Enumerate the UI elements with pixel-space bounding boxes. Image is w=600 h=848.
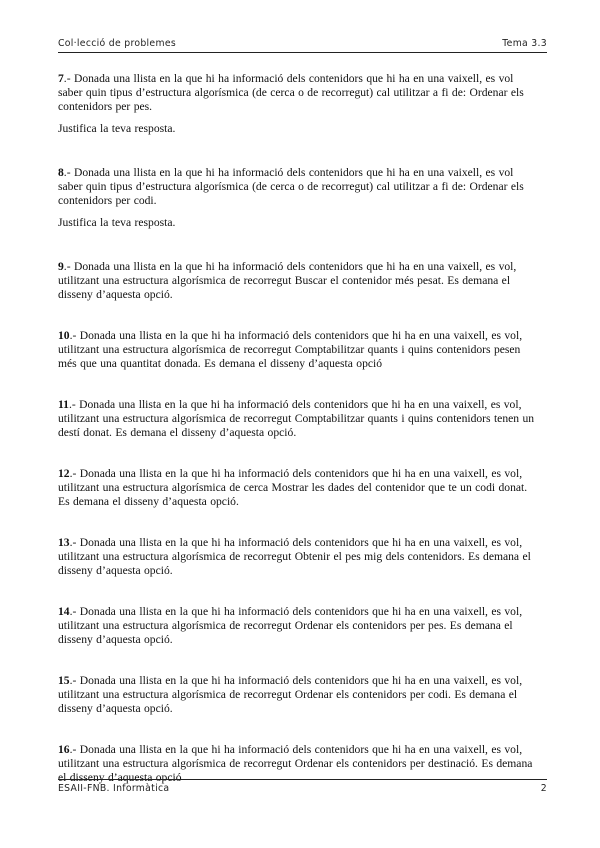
running-header [58,38,547,49]
problem-statement [58,467,536,509]
problem-13 [58,536,536,578]
problem-text: .- Donada una llista en la que hi ha informació dels contenidors que hi ha en una vaixell, es vol saber quin tipus d’estructura algorísmica (de cerca o de recorregut) cal utilitzar a fi de: Ordenar els contenidors per codi. [58,166,524,207]
problem-text: .- Donada una llista en la que hi ha informació dels contenidors que hi ha en una vaixell, es vol, utilitzant una estructura algorísmica de recorregut Obtenir el pes mig dels contenidors. Es demana el disseny d’aquesta opció. [58,536,531,577]
problem-statement [58,674,536,716]
problem-text: .- Donada una llista en la que hi ha informació dels contenidors que hi ha en una vaixell, es vol saber quin tipus d’estructura algorísmica (de cerca o de recorregut) cal utilitzar a fi de: Ordenar els contenidors per pes. [58,72,524,113]
problem-number: 8 [58,166,64,179]
problem-number: 9 [58,260,64,273]
running-footer [58,783,547,794]
problem-statement [58,536,536,578]
problem-15 [58,674,536,716]
problem-statement [58,329,536,371]
problem-number: 13 [58,536,70,549]
problem-text: .- Donada una llista en la que hi ha informació dels contenidors que hi ha en una vaixell, es vol, utilitzant una estructura algorísmica de recorregut Comptabilitzar quants i quins contenidors tenen un destí donat. Es demana el disseny d’aquesta opció. [58,398,535,439]
problem-statement [58,72,536,114]
footer-divider [58,779,547,780]
problem-8 [58,166,536,230]
header-topic: Tema 3.3 [502,38,547,49]
footer-course: ESAII-FNB. Informàtica [58,783,170,794]
problem-statement [58,166,536,208]
problem-11 [58,398,536,440]
problem-number: 11 [58,398,69,411]
problem-text: .- Donada una llista en la que hi ha informació dels contenidors que hi ha en una vaixell, es vol, utilitzant una estructura algorísmica de recorregut Ordenar els contenidors per codi. Es demana el disseny d’aquesta opció. [58,674,523,715]
problem-number: 14 [58,605,70,618]
problem-statement [58,260,536,302]
problem-text: .- Donada una llista en la que hi ha informació dels contenidors que hi ha en una vaixell, es vol, utilitzant una estructura algorísmica de recorregut Comptabilitzar quants i quins contenidors pesen més que una quantitat donada. Es demana el disseny d’aquesta opció [58,329,523,370]
problem-text: .- Donada una llista en la que hi ha informació dels contenidors que hi ha en una vaixell, es vol, utilitzant una estructura algorísmica de recorregut Ordenar els contenidors per destinació. Es demana el disseny d’aquesta opció [58,743,533,784]
problem-9 [58,260,536,302]
header-divider [58,52,547,53]
problem-statement [58,398,536,440]
problem-number: 15 [58,674,70,687]
problem-justify-note: Justifica la teva resposta. [58,122,176,135]
problem-text: .- Donada una llista en la que hi ha informació dels contenidors que hi ha en una vaixell, es vol, utilitzant una estructura algorísmica de cerca Mostrar les dades del contenidor que te un codi donat. Es demana el disseny d’aquesta opció. [58,467,528,508]
problem-statement [58,605,536,647]
problem-number: 16 [58,743,70,756]
problem-text: .- Donada una llista en la que hi ha informació dels contenidors que hi ha en una vaixell, es vol, utilitzant una estructura algorísmica de recorregut Buscar el contenidor més pesat. Es demana el disseny d’aquesta opció. [58,260,517,301]
problem-10 [58,329,536,371]
problem-number: 7 [58,72,64,85]
problem-7 [58,72,536,136]
problem-number: 10 [58,329,70,342]
problem-number: 12 [58,467,70,480]
page-number: 2 [540,783,547,794]
problem-text: .- Donada una llista en la que hi ha informació dels contenidors que hi ha en una vaixell, es vol, utilitzant una estructura algorísmica de recorregut Ordenar els contenidors per pes. Es demana el disseny d’aquesta opció. [58,605,523,646]
header-collection-title: Col·lecció de problemes [58,38,176,49]
problem-list [58,72,536,785]
problem-justify-note: Justifica la teva resposta. [58,216,176,229]
problem-12 [58,467,536,509]
problem-14 [58,605,536,647]
